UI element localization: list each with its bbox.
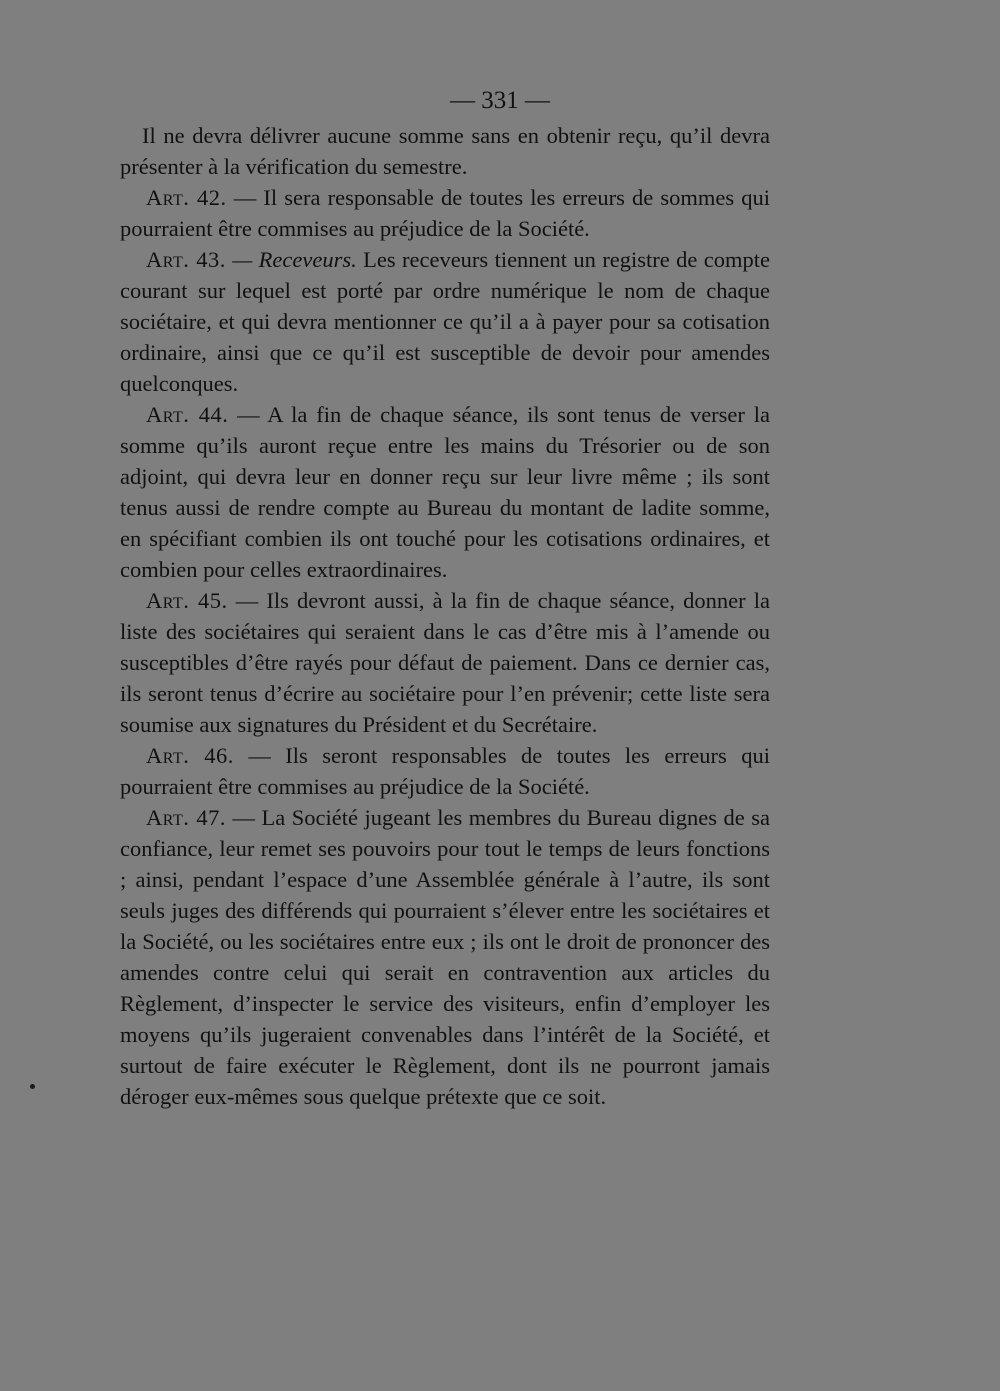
article-label: Art. 44. (146, 402, 229, 427)
article-label: Art. 43. (146, 247, 226, 272)
article-44 (120, 399, 770, 585)
article-46 (120, 740, 770, 802)
body-text (120, 120, 770, 1112)
article-42 (120, 182, 770, 244)
article-47 (120, 802, 770, 1112)
article-label: Art. 46. (146, 743, 234, 768)
paragraph-text: — Il sera responsable de toutes les erreurs de sommes qui pourraient être commises au préjudice de la Société. (120, 185, 770, 241)
article-label: Art. 42. (146, 185, 227, 210)
article-label: Art. 45. (146, 588, 228, 613)
paragraph-text: Il ne devra délivrer aucune somme sans en obtenir reçu, qu’il devra présenter à la vérification du semestre. (120, 123, 770, 179)
paragraph-text: — Ils devront aussi, à la fin de chaque séance, donner la liste des sociétaires qui seraient dans le cas d’être mis à l’amende ou susceptibles d’être rayés pour défaut de paiement. Dans ce dernier cas, ils seront tenus d’écrire au sociétaire pour l’en prévenir; cette liste sera soumise aux signatures du Président et du Secrétaire. (120, 588, 771, 737)
article-43 (120, 244, 770, 399)
paragraph-text: — A la fin de chaque séance, ils sont tenus de verser la somme qu’ils auront reçue entre les mains du Trésorier ou de son adjoint, qui devra leur en donner reçu sur leur livre même ; ils sont tenus aussi de rendre compte au Bureau du montant de ladite somme, en spécifiant combien ils ont touché pour les cotisations ordinaires, et combien pour celles extraordinaires. (120, 402, 770, 582)
paragraph-continuation (120, 120, 770, 182)
paragraph-text: — La Société jugeant les membres du Bureau dignes de sa confiance, leur remet ses pouvoirs pour tout le temps de leurs fonctions ; ainsi, pendant l’espace d’une Assemblée générale à l’autre, ils sont seuls juges des différends qui pourraient s’élever entre les sociétaires et la Société, ou les sociétaires entre eux ; ils ont le droit de prononcer des amendes contre celui qui serait en contravention aux articles du Règlement, d’inspecter le service des visiteurs, enfin d’employer les moyens qu’ils jugeraient convenables dans l’intérêt de la Société, et surtout de faire exécuter le Règlement, dont ils ne pourront jamais déroger eux-mêmes sous quelque prétexte que ce soit. (120, 805, 770, 1109)
paragraph-text: Les receveurs tiennent un registre de compte courant sur lequel est porté par ordre numérique le nom de chaque sociétaire, et qui devra mentionner ce qu’il a à payer pour sa cotisation ordinaire, ainsi que ce qu’il est susceptible de devoir pour amendes quelconques. (120, 247, 771, 396)
article-45 (120, 585, 770, 740)
article-label: Art. 47. (146, 805, 226, 830)
page-number: — 331 — (450, 87, 550, 114)
margin-ink-dot (30, 1084, 35, 1089)
paragraph-text: — Ils seront responsables de toutes les erreurs qui pourraient être commises au préjudice de la Société. (120, 743, 770, 799)
article-heading: — Receveurs. (232, 247, 357, 272)
